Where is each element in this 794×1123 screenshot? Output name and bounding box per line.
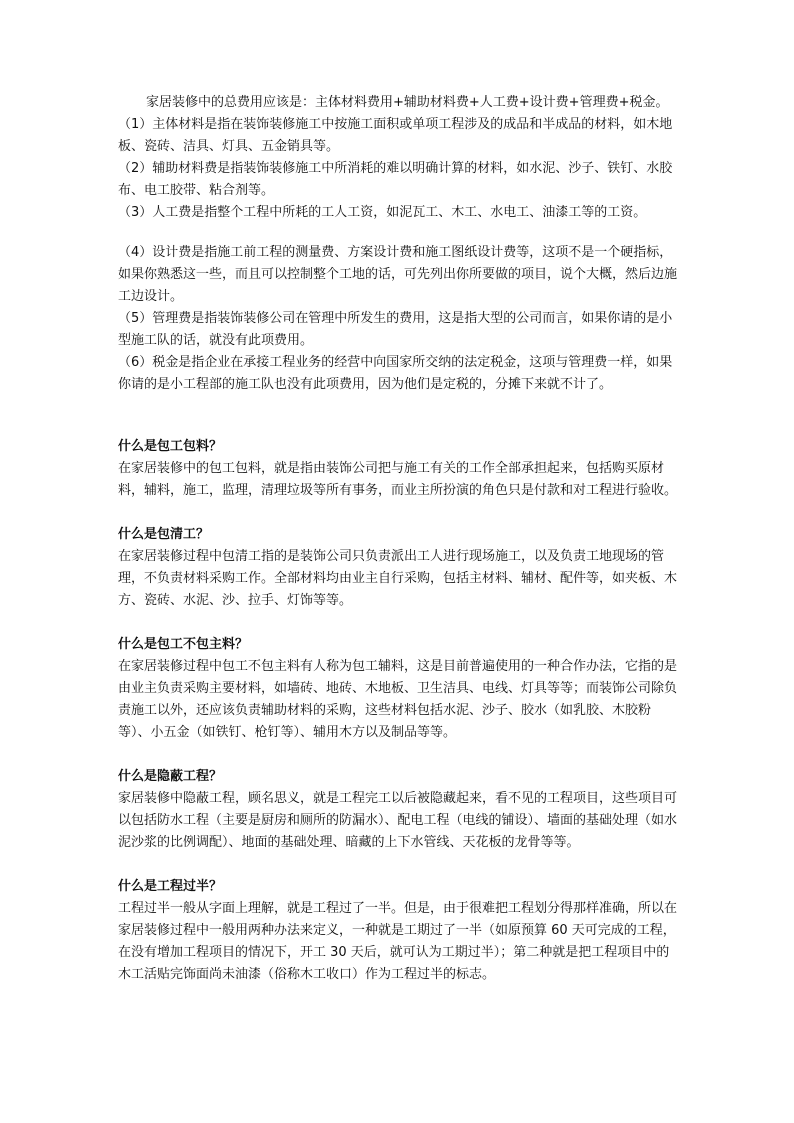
spacer [118, 224, 678, 242]
section-heading: 什么是工程过半？ [118, 879, 223, 894]
fee-item-labor: （3）人工费是指整个工程中所耗的工人工资，如泥瓦工、木工、水电工、油漆工等的工资。 [118, 205, 647, 220]
section-labor-auxiliary [118, 634, 678, 744]
document-page [118, 92, 678, 986]
section-heading: 什么是包工不包主料？ [118, 637, 249, 652]
section-labor-only [118, 524, 678, 612]
section-body: 工程过半一般从字面上理解，就是工程过了一半。但是，由于很难把工程划分得那样准确，所以在家居装修过程中一般用两种办法来定义，一种就是工期过了一半（如原预算 60 天可完成的工程，在没有增加工程项目的情况下，开工 30 天后，就可认为工期过半）；第二种就是把工程项目中的木工活贴完饰面尚未油漆（俗称木工收口）作为工程过半的标志。 [118, 901, 678, 982]
spacer [118, 854, 678, 876]
section-hidden-works [118, 766, 678, 854]
spacer [118, 396, 678, 436]
section-heading: 什么是包清工？ [118, 527, 210, 542]
section-body: 在家居装修过程中包工不包主料有人称为包工辅料，这是目前普遍使用的一种合作办法，它指的是由业主负责采购主要材料，如墙砖、地砖、木地板、卫生洁具、电线、灯具等等；而装饰公司除负责施工以外，还应该负责辅助材料的采购，这些材料包括水泥、沙子、胶水（如乳胶、木胶粉等）、小五金（如铁钉、枪钉等）、辅用木方以及制品等等。 [118, 659, 678, 740]
section-heading: 什么是包工包料？ [118, 439, 223, 454]
section-body: 在家居装修过程中包清工指的是装饰公司只负责派出工人进行现场施工，以及负责工地现场的管理，不负责材料采购工作。全部材料均由业主自行采购，包括主材料、辅材、配件等，如夹板、木方、瓷砖、水泥、沙、拉手、灯饰等等。 [118, 549, 678, 608]
section-body: 在家居装修中的包工包料，就是指由装饰公司把与施工有关的工作全部承担起来，包括购买原材料，辅料，施工，监理，清理垃圾等所有事务，而业主所扮演的角色只是付款和对工程进行验收。 [118, 461, 678, 498]
intro-lead: 家居装修中的总费用应该是：主体材料费用+辅助材料费+人工费+设计费+管理费+税金。 [146, 95, 669, 110]
section-body: 家居装修中隐蔽工程，顾名思义，就是工程完工以后被隐藏起来，看不见的工程项目，这些项目可以包括防水工程（主要是厨房和厕所的防漏水）、配电工程（电线的铺设）、墙面的基础处理（如水泥沙浆的比例调配）、地面的基础处理、暗藏的上下水管线、天花板的龙骨等等。 [118, 791, 678, 850]
fee-item-main-material: （1）主体材料是指在装饰装修施工中按施工面积或单项工程涉及的成品和半成品的材料，如木地板、瓷砖、洁具、灯具、五金销具等。 [118, 117, 673, 154]
section-package-all [118, 436, 678, 502]
section-halfway [118, 876, 678, 986]
section-heading: 什么是隐蔽工程？ [118, 769, 223, 784]
fee-item-auxiliary-material: （2）辅助材料费是指装饰装修施工中所消耗的难以明确计算的材料，如水泥、沙子、铁钉、水胶布、电工胶带、粘合剂等。 [118, 161, 673, 198]
fee-item-tax: （6）税金是指企业在承接工程业务的经营中向国家所交纳的法定税金，这项与管理费一样，如果你请的是小工程部的施工队也没有此项费用，因为他们是定税的，分摊下来就不计了。 [118, 355, 673, 392]
spacer [118, 744, 678, 766]
fee-item-design: （4）设计费是指施工前工程的测量费、方案设计费和施工图纸设计费等，这项不是一个硬指标，如果你熟悉这一些，而且可以控制整个工地的话，可先列出你所要做的项目，说个大概，然后边施工边设计。 [118, 245, 678, 304]
fee-item-management: （5）管理费是指装饰装修公司在管理中所发生的费用，这是指大型的公司而言，如果你请的是小型施工队的话，就没有此项费用。 [118, 311, 673, 348]
spacer [118, 502, 678, 524]
spacer [118, 612, 678, 634]
